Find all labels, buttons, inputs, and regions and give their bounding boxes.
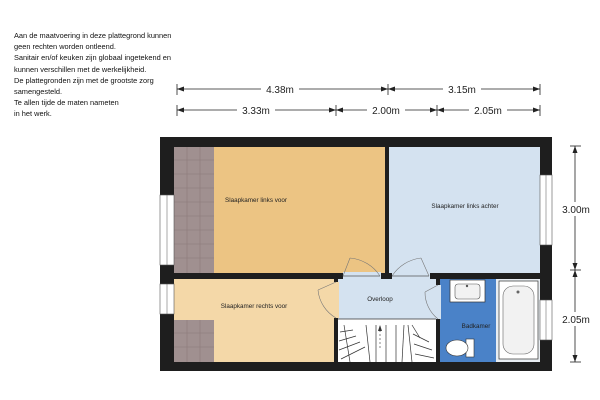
window (160, 195, 174, 265)
roof-slope-area (174, 320, 214, 362)
room-label-landing: Overloop (367, 296, 393, 303)
dim-depth-front: 2.05m (562, 315, 590, 326)
disclaimer-line: Te allen tijde de maten nameten (14, 98, 119, 108)
window (540, 300, 552, 340)
disclaimer-line: Sanitair en/of keuken zijn globaal ingetekend en (14, 53, 171, 63)
toilet-icon (446, 339, 474, 357)
disclaimer-line: samengesteld. (14, 87, 63, 97)
room-back-left-floor (389, 147, 540, 273)
disclaimer-line: kunnen verschillen met de werkelijkheid. (14, 64, 147, 74)
disclaimer-line: geen rechten worden ontleend. (14, 42, 116, 52)
window (160, 284, 174, 314)
room-label-front-left: Slaapkamer links voor (225, 197, 287, 204)
dim-width-landing: 2.00m (372, 106, 400, 117)
disclaimer-line: De plattegronden zijn met de grootste zorg (14, 75, 154, 85)
room-label-back-left: Slaapkamer links achter (431, 203, 499, 210)
staircase (338, 319, 436, 362)
roof-slope-area (174, 147, 214, 273)
dim-width-left-total: 4.38m (266, 85, 294, 96)
dim-depth-back: 3.00m (562, 205, 590, 216)
dim-width-front-right-room: 3.33m (242, 106, 270, 117)
dim-width-right-total: 3.15m (448, 85, 476, 96)
dim-width-bathroom: 2.05m (474, 106, 502, 117)
bathtub-icon (499, 281, 538, 359)
sink-icon (450, 280, 485, 302)
disclaimer-line: Aan de maatvoering in deze plattegrond kunnen (14, 31, 172, 40)
room-label-front-right: Slaapkamer rechts voor (220, 303, 288, 310)
disclaimer-line: in het werk. (14, 109, 52, 119)
window (540, 175, 552, 245)
room-label-bathroom: Badkamer (461, 323, 491, 330)
